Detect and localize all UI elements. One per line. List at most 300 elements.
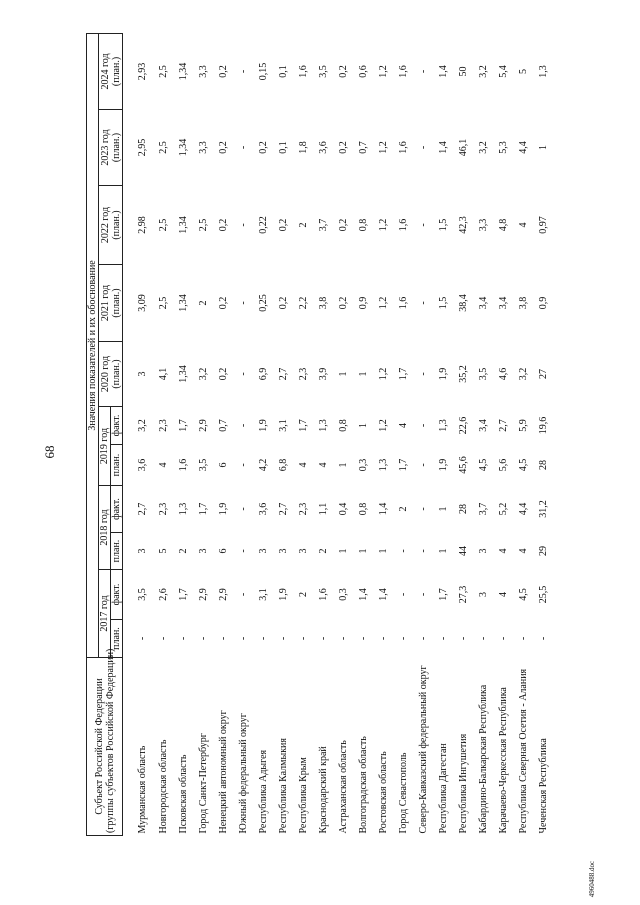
value-cell: 35,2 [457, 365, 469, 383]
value-cell: 2,3 [157, 502, 169, 516]
plan-label: (план.) [110, 359, 122, 389]
value-cell: 29 [537, 546, 549, 556]
table-row [493, 33, 513, 835]
table-row [123, 33, 154, 835]
value-cell: 2,3 [297, 367, 309, 381]
value-cell: 1 [437, 506, 449, 512]
value-cell: 1,3 [317, 419, 329, 432]
value-cell: 1,6 [397, 141, 409, 154]
table-row [453, 33, 473, 835]
value-cell: 1,1 [317, 502, 329, 516]
value-cell: 0,1 [277, 65, 289, 78]
value-cell: 2,6 [157, 588, 169, 601]
subject-header-line2: (группы субъектов Российской Федерации) [104, 648, 116, 833]
value-cell: 1,34 [177, 294, 189, 312]
year-2023-label: 2023 год [99, 129, 111, 166]
value-cell: 1,9 [277, 588, 289, 601]
value-cell: 0,4 [337, 502, 349, 516]
value-cell: - [417, 223, 429, 227]
value-cell: 1 [437, 548, 449, 554]
value-cell: - [537, 636, 549, 641]
value-cell: - [237, 145, 249, 150]
year-2022-label: 2022 год [99, 206, 111, 244]
subject-header [87, 648, 123, 836]
value-cell: 0,3 [357, 458, 369, 472]
value-cell: 3 [136, 548, 148, 554]
value-cell: 0,9 [357, 296, 369, 310]
value-cell: 3,2 [197, 367, 209, 381]
value-cell: 3,3 [197, 141, 209, 154]
value-cell: 2,9 [217, 588, 229, 601]
value-cell: 0,2 [337, 65, 349, 78]
value-cell: 3,09 [136, 294, 148, 312]
value-cell: - [517, 636, 529, 641]
table-row [173, 33, 193, 835]
value-cell: 3,8 [517, 296, 529, 310]
values-header: Значения показателей и их обоснование [87, 33, 99, 657]
value-cell: - [237, 223, 249, 227]
value-cell: 3,4 [477, 419, 489, 432]
value-cell: 2,5 [157, 296, 169, 310]
value-cell: - [417, 549, 429, 553]
value-cell: 3,2 [136, 419, 148, 432]
region-name: Астраханская область [337, 740, 349, 834]
value-cell: 5 [157, 548, 169, 554]
region-name: Ненецкий автономный округ [217, 710, 229, 834]
value-cell: 1,7 [177, 588, 189, 601]
indicator-table-wrapper [86, 34, 559, 836]
plan-subheader: план. [111, 533, 123, 570]
region-name: Северо-Кавказский федеральный округ [417, 665, 429, 834]
value-cell: 3 [257, 548, 269, 554]
value-cell: - [157, 636, 169, 641]
value-cell: 0,97 [537, 216, 549, 234]
value-cell: 1 [337, 462, 349, 468]
value-cell: 3 [477, 592, 489, 597]
region-name: Волгоградская область [357, 736, 369, 834]
value-cell: 4 [297, 462, 309, 468]
value-cell: 1 [337, 371, 349, 377]
value-cell: - [177, 636, 189, 641]
value-cell: 1,4 [437, 65, 449, 78]
value-cell: 3 [197, 548, 209, 554]
value-cell: - [477, 636, 489, 641]
table-row [413, 33, 433, 835]
region-name: Республика Калмыкия [277, 737, 289, 834]
value-cell: 1 [357, 371, 369, 377]
table-body [123, 33, 554, 835]
value-cell: - [337, 636, 349, 641]
value-cell: 0,7 [217, 419, 229, 432]
year-2021-header [99, 265, 123, 342]
value-cell: 3,6 [257, 502, 269, 516]
value-cell: 0,9 [537, 296, 549, 310]
value-cell: 1,2 [377, 218, 389, 232]
table-row [293, 33, 313, 835]
value-cell: 1,7 [397, 458, 409, 472]
region-name: Ростовская область [377, 751, 389, 834]
year-2021-label: 2021 год [99, 284, 111, 322]
value-cell: 1,7 [177, 419, 189, 432]
value-cell: 1,34 [177, 365, 189, 383]
year-2024-header [99, 33, 123, 109]
value-cell: 0,8 [357, 218, 369, 232]
value-cell: - [237, 463, 249, 467]
value-cell: 5,3 [497, 141, 509, 154]
value-cell: 3,7 [317, 218, 329, 232]
value-cell: 2,3 [297, 502, 309, 516]
value-cell: 3 [477, 548, 489, 554]
value-cell: 1,2 [377, 367, 389, 381]
value-cell: 0,2 [217, 65, 229, 78]
value-cell: 0,25 [257, 294, 269, 312]
value-cell: 4,1 [157, 367, 169, 381]
region-name: Южный федеральный округ [237, 713, 249, 834]
fact-subheader: факт. [111, 486, 123, 533]
value-cell: 1,3 [177, 502, 189, 516]
value-cell: 4,4 [517, 141, 529, 154]
value-cell: 3,5 [136, 588, 148, 601]
value-cell: 0,2 [277, 218, 289, 232]
value-cell: 1,6 [397, 296, 409, 310]
plan-label: (план.) [110, 132, 122, 163]
plan-subheader: план. [111, 445, 123, 486]
value-cell: 0,8 [337, 419, 349, 432]
value-cell: 28 [457, 504, 469, 514]
value-cell: 0,1 [277, 141, 289, 154]
value-cell: 1,3 [377, 458, 389, 472]
value-cell: 3,4 [477, 296, 489, 310]
value-cell: 27 [537, 369, 549, 379]
value-cell: 0,3 [337, 588, 349, 601]
value-cell: 46,1 [457, 138, 469, 157]
year-2023-header [99, 110, 123, 186]
value-cell: 3 [277, 548, 289, 554]
value-cell: 2,5 [197, 218, 209, 232]
value-cell: - [417, 423, 429, 428]
value-cell: 2,7 [277, 367, 289, 381]
value-cell: - [237, 507, 249, 511]
value-cell: - [237, 423, 249, 428]
value-cell: 28 [537, 460, 549, 470]
value-cell: 1,9 [437, 458, 449, 472]
value-cell: 1,9 [437, 367, 449, 381]
value-cell: 1,5 [437, 218, 449, 232]
value-cell: 42,3 [457, 216, 469, 234]
year-2018-header: 2018 год [99, 486, 111, 570]
value-cell: 1 [357, 423, 369, 428]
value-cell: 0,2 [217, 296, 229, 310]
value-cell: 2,3 [157, 419, 169, 432]
value-cell: 1,34 [177, 216, 189, 234]
value-cell: 4,5 [477, 458, 489, 472]
value-cell: 0,2 [277, 296, 289, 310]
value-cell: 3,4 [497, 296, 509, 310]
value-cell: - [297, 636, 309, 641]
value-cell: 1,9 [257, 419, 269, 432]
value-cell: 1,6 [177, 458, 189, 472]
value-cell: 1,6 [397, 65, 409, 78]
year-2019-header: 2019 год [99, 407, 111, 486]
value-cell: - [237, 636, 249, 641]
value-cell: 2,9 [197, 419, 209, 432]
region-name: Республика Северная Осетия - Алания [517, 668, 529, 834]
year-2020-header [99, 342, 123, 407]
value-cell: - [417, 301, 429, 305]
year-2017-header: 2017 год [99, 570, 111, 658]
value-cell: 2,7 [497, 419, 509, 432]
value-cell: 6,8 [277, 458, 289, 472]
value-cell: 27,3 [457, 585, 469, 604]
value-cell: 0,15 [257, 62, 269, 81]
value-cell: - [417, 507, 429, 511]
value-cell: - [197, 636, 209, 641]
value-cell: - [417, 372, 429, 376]
value-cell: - [237, 69, 249, 74]
value-cell: 3,5 [317, 65, 329, 78]
fact-subheader: факт. [111, 570, 123, 620]
value-cell: 4 [497, 548, 509, 554]
value-cell: 3,7 [477, 502, 489, 516]
region-name: Республика Дагестан [437, 743, 449, 834]
value-cell: 4 [517, 548, 529, 554]
year-2024-label: 2024 год [99, 53, 111, 90]
value-cell: 0,2 [337, 141, 349, 154]
value-cell: 4,5 [517, 588, 529, 601]
value-cell: 2,95 [136, 138, 148, 157]
value-cell: 4,8 [497, 218, 509, 232]
value-cell: 2 [317, 548, 329, 554]
table-row [253, 33, 273, 835]
value-cell: - [397, 592, 409, 597]
value-cell: 2,5 [157, 65, 169, 78]
value-cell: 1,34 [177, 62, 189, 81]
document-footer: 4960488.doc [588, 860, 596, 898]
region-name: Город Севастополь [397, 752, 409, 834]
value-cell: 4,4 [517, 502, 529, 516]
subject-header-line1: Субъект Российской Федерации [93, 678, 105, 815]
value-cell: 1,5 [437, 296, 449, 310]
value-cell: 3,8 [317, 296, 329, 310]
year-2020-label: 2020 год [99, 355, 111, 393]
value-cell: 25,5 [537, 585, 549, 604]
value-cell: 3,1 [257, 588, 269, 601]
value-cell: 44 [457, 546, 469, 556]
value-cell: 1,6 [397, 218, 409, 232]
value-cell: 0,2 [217, 141, 229, 154]
value-cell: - [377, 636, 389, 641]
value-cell: 3,1 [277, 419, 289, 432]
value-cell: - [397, 636, 409, 641]
value-cell: 1,4 [357, 588, 369, 601]
value-cell: 2,93 [136, 62, 148, 81]
value-cell: 5,9 [517, 419, 529, 432]
value-cell: 38,4 [457, 294, 469, 312]
value-cell: 3 [136, 371, 148, 377]
region-name: Республика Крым [297, 757, 309, 834]
value-cell: 5 [517, 68, 529, 74]
value-cell: 1,2 [377, 65, 389, 78]
value-cell: 1,2 [377, 419, 389, 432]
value-cell: 4 [397, 423, 409, 428]
value-cell: 2,9 [197, 588, 209, 601]
value-cell: 2,98 [136, 216, 148, 234]
value-cell: 4,6 [497, 367, 509, 381]
value-cell: - [237, 592, 249, 597]
plan-label: (план.) [110, 288, 122, 318]
value-cell: - [417, 592, 429, 597]
table-row [513, 33, 533, 835]
table-row [213, 33, 233, 835]
value-cell: 3,3 [477, 218, 489, 232]
value-cell: 1,6 [297, 65, 309, 78]
table-row [333, 33, 353, 835]
value-cell: - [397, 549, 409, 553]
value-cell: 22,6 [457, 416, 469, 435]
value-cell: 0,22 [257, 216, 269, 234]
value-cell: 1,3 [437, 419, 449, 432]
value-cell: 5,2 [497, 502, 509, 516]
value-cell: 0,2 [337, 296, 349, 310]
value-cell: 5,6 [497, 458, 509, 472]
value-cell: 50 [457, 66, 469, 77]
value-cell: 6 [217, 462, 229, 468]
table-row [193, 33, 213, 835]
value-cell: 4 [317, 462, 329, 468]
value-cell: - [417, 145, 429, 150]
value-cell: - [457, 636, 469, 641]
value-cell: - [136, 636, 148, 641]
value-cell: 1,8 [297, 141, 309, 154]
value-cell: 4 [497, 592, 509, 597]
value-cell: 19,6 [537, 416, 549, 435]
page-number: 68 [42, 445, 57, 459]
value-cell: 0,2 [217, 367, 229, 381]
value-cell: 2 [297, 592, 309, 597]
region-name: Республика Адыгея [257, 749, 269, 834]
value-cell: 2,2 [297, 296, 309, 310]
value-cell: 3,2 [477, 141, 489, 154]
table-row [393, 33, 413, 835]
indicator-table [86, 33, 553, 836]
value-cell: 1 [357, 548, 369, 554]
value-cell: - [357, 636, 369, 641]
value-cell: 1 [337, 548, 349, 554]
value-cell: 45,6 [457, 456, 469, 474]
value-cell: 3,5 [477, 367, 489, 381]
table-row [153, 33, 173, 835]
value-cell: 3,9 [317, 367, 329, 381]
value-cell: 4,2 [257, 458, 269, 472]
plan-label: (план.) [110, 56, 122, 87]
value-cell: 2 [177, 548, 189, 554]
value-cell: 4 [517, 222, 529, 228]
value-cell: 0,8 [357, 502, 369, 516]
region-name: Псковская область [177, 754, 189, 834]
table-row [533, 33, 553, 835]
plan-label: (план.) [110, 210, 122, 240]
value-cell: - [237, 549, 249, 553]
value-cell: 2 [297, 222, 309, 228]
value-cell: 31,2 [537, 500, 549, 518]
table-row [373, 33, 393, 835]
value-cell: 2,7 [277, 502, 289, 516]
value-cell: - [277, 636, 289, 641]
value-cell: - [237, 372, 249, 376]
value-cell: 3,5 [197, 458, 209, 472]
region-name: Республика Ингушетия [457, 733, 469, 834]
region-name: Краснодарский край [317, 746, 329, 834]
value-cell: - [417, 636, 429, 641]
value-cell: 3,6 [317, 141, 329, 154]
value-cell: 3,6 [136, 458, 148, 472]
region-name: Мурманская область [136, 745, 148, 834]
plan-subheader: план. [111, 620, 123, 658]
value-cell: 3 [297, 548, 309, 554]
table-row [433, 33, 453, 835]
value-cell: - [417, 463, 429, 467]
value-cell: 3,3 [197, 65, 209, 78]
value-cell: 3,2 [477, 65, 489, 78]
value-cell: 1,4 [377, 502, 389, 516]
fact-subheader: факт. [111, 407, 123, 445]
value-cell: 4 [157, 462, 169, 468]
value-cell: 5,4 [497, 65, 509, 78]
value-cell: 1,7 [397, 367, 409, 381]
value-cell: 1,34 [177, 138, 189, 157]
value-cell: 1 [377, 548, 389, 554]
value-cell: 2,5 [157, 141, 169, 154]
value-cell: 1,4 [377, 588, 389, 601]
value-cell: 0,6 [357, 65, 369, 78]
value-cell: 6,9 [257, 367, 269, 381]
value-cell: - [217, 636, 229, 641]
value-cell: 6 [217, 548, 229, 554]
value-cell: 1,6 [317, 588, 329, 601]
value-cell: 0,2 [257, 141, 269, 154]
value-cell: - [497, 636, 509, 641]
value-cell: - [237, 301, 249, 305]
value-cell: 1,7 [197, 502, 209, 516]
region-name: Новгородская область [157, 739, 169, 834]
value-cell: - [417, 69, 429, 74]
region-name: Карачаево-Черкесская Республика [497, 687, 509, 834]
value-cell: 2,5 [157, 218, 169, 232]
value-cell: 1,4 [437, 141, 449, 154]
value-cell: 3,2 [517, 367, 529, 381]
value-cell: 1,9 [217, 502, 229, 516]
value-cell: 2 [197, 300, 209, 306]
value-cell: 1 [537, 145, 549, 150]
table-row [313, 33, 333, 835]
year-2022-header [99, 186, 123, 265]
value-cell: - [437, 636, 449, 641]
table-row [353, 33, 373, 835]
value-cell: - [317, 636, 329, 641]
value-cell: 4,5 [517, 458, 529, 472]
table-row [473, 33, 493, 835]
value-cell: 0,7 [357, 141, 369, 154]
value-cell: 1,3 [537, 65, 549, 78]
region-name: Город Санкт-Петербург [197, 733, 209, 834]
value-cell: 0,2 [217, 218, 229, 232]
table-row [233, 33, 253, 835]
region-name: Кабардино-Балкарская Республика [477, 684, 489, 834]
value-cell: - [257, 636, 269, 641]
value-cell: 2 [397, 506, 409, 512]
value-cell: 1,2 [377, 141, 389, 154]
value-cell: 1,7 [297, 419, 309, 432]
